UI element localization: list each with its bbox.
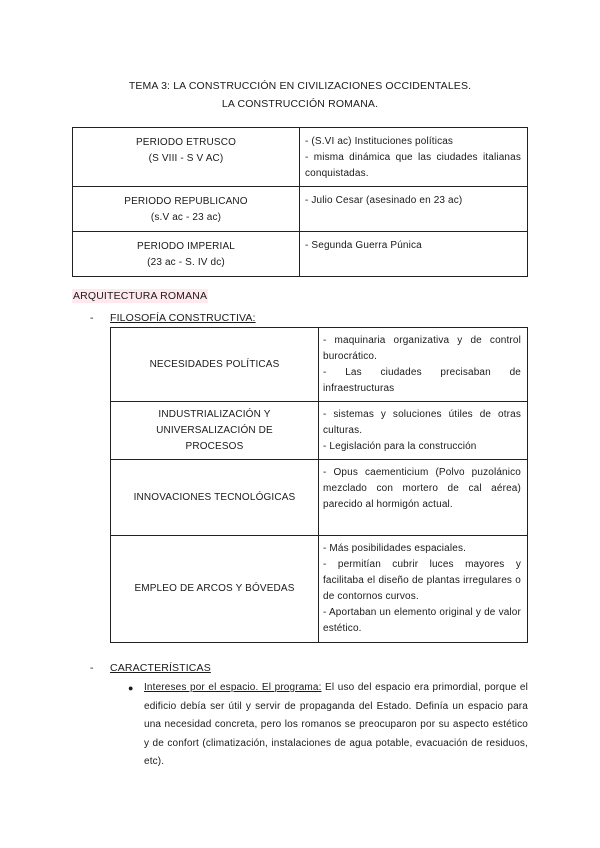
table-row — [73, 232, 528, 277]
subsection-title: CARACTERÍSTICAS — [110, 662, 211, 674]
philosophy-label: INDUSTRIALIZACIÓN Y UNIVERSALIZACIÓN DE PROCESOS — [111, 402, 319, 460]
table-row — [73, 128, 528, 187]
title-line-1: TEMA 3: LA CONSTRUCCIÓN EN CIVILIZACIONES OCCIDENTALES. — [128, 80, 472, 92]
philosophy-note: - maquinaria organizativa y de control burocrático. — [323, 335, 521, 362]
period-range: (23 ac - S. IV dc) — [147, 257, 225, 268]
philosophy-note: - permitían cubrir luces mayores y facilitaba el diseño de plantas irregulares o de contornos curvos. — [323, 559, 521, 602]
characteristics-paragraph — [144, 679, 528, 772]
section-heading: ARQUITECTURA ROMANA — [73, 290, 208, 302]
period-name: PERIODO ETRUSCO — [135, 137, 237, 148]
philosophy-note: - sistemas y soluciones útiles de otras culturas. — [323, 409, 521, 436]
table-row — [111, 328, 528, 402]
period-note: - misma dinámica que las ciudades italianas conquistadas. — [305, 152, 521, 179]
period-range: (s.V ac - 23 ac) — [150, 212, 222, 223]
characteristic-heading: Intereses por el espacio. El programa: — [144, 682, 322, 693]
characteristic-text: El uso del espacio era primordial, porque el edificio debía ser útil y servir de propaganda del Estado. Definía un espacio para una necesidad concreta, pero los romanos se preocuparon por su aspecto estético y de confort (climatización, instalaciones de agua potable, evacuación de residuos, etc). — [144, 682, 528, 767]
dash-marker: - — [90, 662, 94, 674]
philosophy-note: - Opus caementicium (Polvo puzolánico mezclado con mortero de cal aérea) parecido al hormigón actual. — [323, 467, 521, 510]
periods-table — [72, 127, 528, 277]
bullet-icon: ● — [128, 683, 134, 693]
period-note: - Segunda Guerra Púnica — [305, 240, 422, 251]
philosophy-label: EMPLEO DE ARCOS Y BÓVEDAS — [111, 536, 319, 643]
philosophy-label: NECESIDADES POLÍTICAS — [111, 328, 319, 402]
philosophy-table — [110, 327, 528, 643]
dash-marker: - — [90, 312, 94, 324]
subsection-title: FILOSOFÍA CONSTRUCTIVA: — [110, 312, 256, 324]
period-note: - Julio Cesar (asesinado en 23 ac) — [305, 195, 463, 206]
table-row — [111, 460, 528, 536]
subsection-heading — [90, 311, 256, 325]
period-name: PERIODO REPUBLICANO — [124, 196, 248, 207]
title-line-2: LA CONSTRUCCIÓN ROMANA. — [221, 98, 379, 110]
philosophy-note: - Legislación para la construcción — [323, 441, 477, 452]
period-name: PERIODO IMPERIAL — [137, 241, 235, 252]
subsection-heading — [90, 661, 211, 675]
philosophy-note: - Más posibilidades espaciales. — [323, 543, 467, 554]
period-note: - (S.VI ac) Instituciones políticas — [305, 136, 454, 147]
philosophy-label: INNOVACIONES TECNOLÓGICAS — [111, 460, 319, 536]
philosophy-note: - Las ciudades precisaban de infraestructuras — [323, 367, 521, 394]
philosophy-note: - Aportaban un elemento original y de valor estético. — [323, 607, 521, 634]
table-row — [111, 536, 528, 643]
period-range: (S VIII - S V AC) — [148, 153, 224, 164]
table-row — [73, 187, 528, 232]
table-row — [111, 402, 528, 460]
document-title — [0, 77, 600, 113]
